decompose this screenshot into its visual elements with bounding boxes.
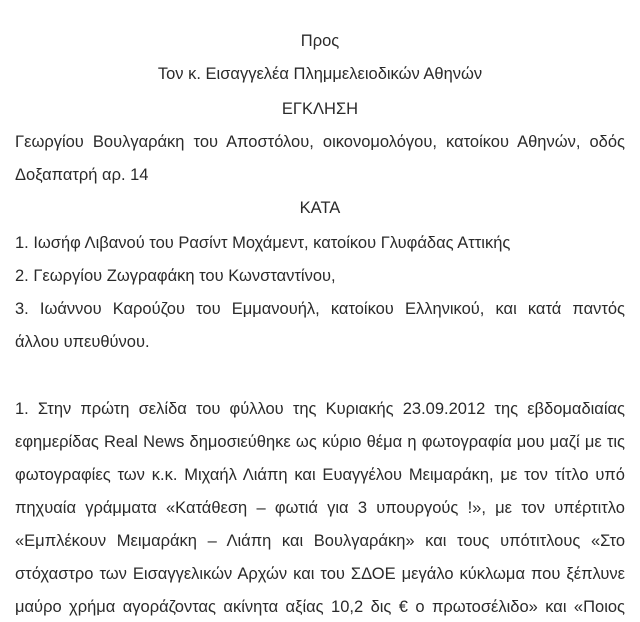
defendant-2: 2. Γεωργίου Ζωγραφάκη του Κωνσταντίνου, — [15, 267, 336, 285]
addressee-to: Προς — [300, 32, 340, 50]
defendant-3-line-1: 3. Ιωάννου Καρούζου του Εμμανουήλ, κατοίκου Ελληνικού, και κατά παντός — [15, 300, 625, 318]
paragraph-1-line-2: εφημερίδας Real News δημοσιεύθηκε ως κύριο θέμα η φωτογραφία μου μαζί με τις — [15, 433, 625, 451]
addressee-recipient: Τον κ. Εισαγγελέα Πλημμελειοδικών Αθηνών — [157, 65, 483, 83]
complainant-line-2: Δοξαπατρή αρ. 14 — [15, 166, 149, 184]
paragraph-1-line-6: στόχαστρο των Εισαγγελικών Αρχών και του ΣΔΟΕ μεγάλο κύκλωμα που ξέπλυνε — [15, 565, 625, 583]
defendant-3-line-2: άλλου υπευθύνου. — [15, 333, 150, 351]
complainant-line-1: Γεωργίου Βουλγαράκη του Αποστόλου, οικονομολόγου, κατοίκου Αθηνών, οδός — [15, 133, 625, 151]
paragraph-1-line-1: 1. Στην πρώτη σελίδα του φύλλου της Κυριακής 23.09.2012 της εβδομαδιαίας — [15, 400, 625, 418]
paragraph-1-line-4: πηχυαία γράμματα «Κατάθεση – φωτιά για 3 υπουργούς !», με τον υπέρτιτλο — [15, 499, 625, 517]
paragraph-1-line-3: φωτογραφίες των κ.κ. Μιχαήλ Λιάπη και Ευαγγέλου Μειμαράκη, με τον τίτλο υπό — [15, 466, 625, 484]
against-heading: ΚΑΤΑ — [299, 199, 341, 217]
defendant-1: 1. Ιωσήφ Λιβανού του Ρασίντ Μοχάμεντ, κατοίκου Γλυφάδας Αττικής — [15, 234, 511, 252]
paragraph-1-line-5: «Εμπλέκουν Μειμαράκη – Λιάπη και Βουλγαράκη» και τους υπότιτλους «Στο — [15, 532, 625, 550]
paragraph-1-line-7: μαύρο χρήμα αγοράζοντας ακίνητα αξίας 10,2 δις € ο πρωτοσέλιδο» και «Ποιος — [15, 598, 625, 616]
document-type-heading: ΕΓΚΛΗΣΗ — [281, 100, 359, 118]
